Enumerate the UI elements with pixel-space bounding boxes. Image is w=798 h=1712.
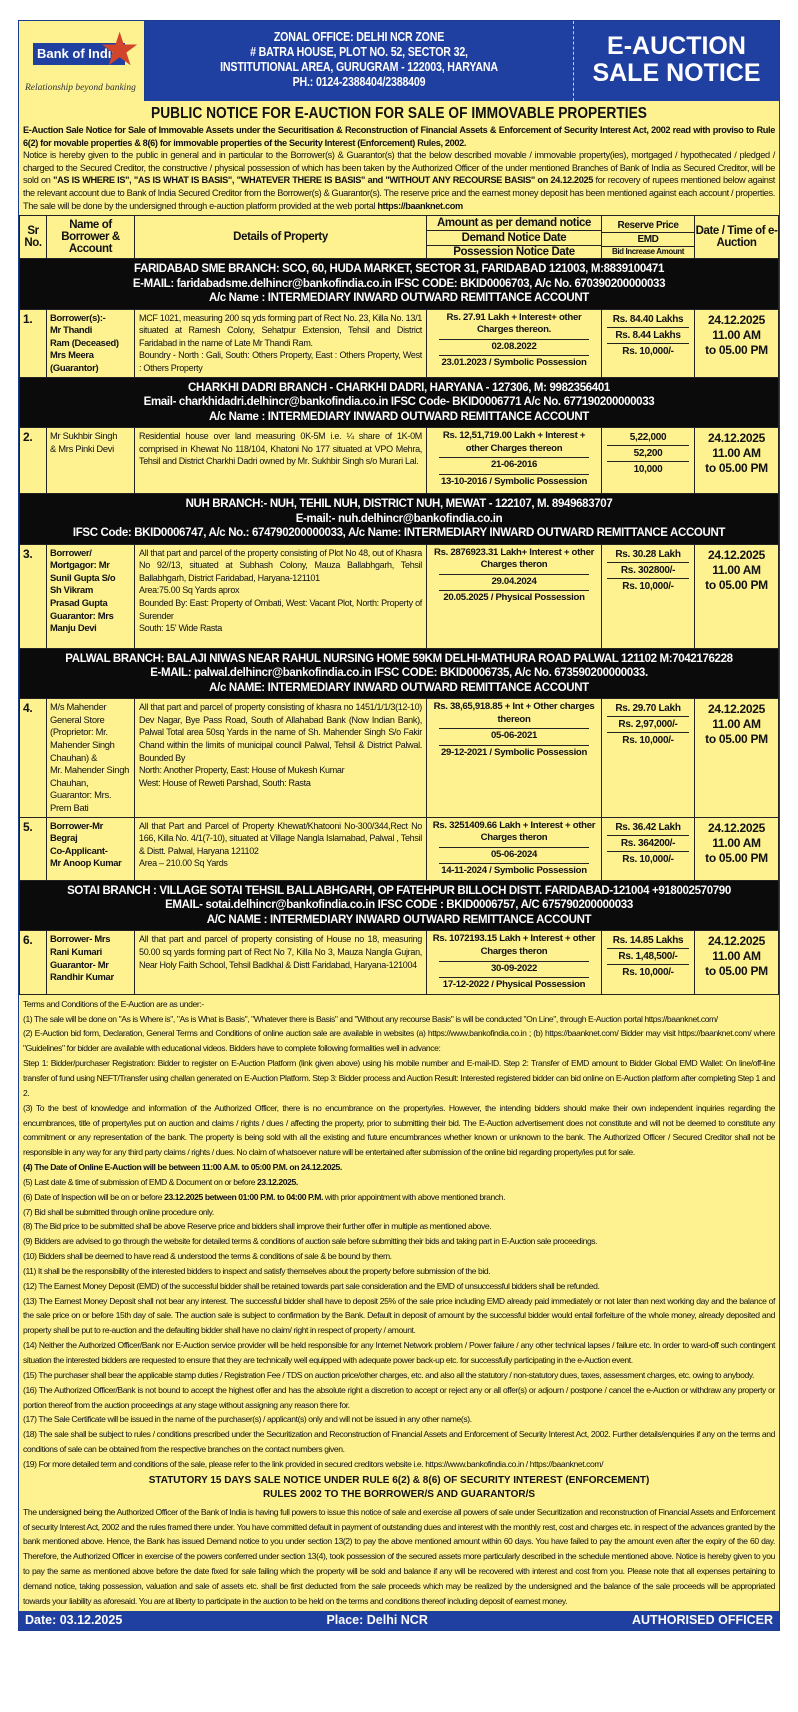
details-line: Bounded By: East: Property of Ombati, West: Vacant Plot, North: Property of Surender bbox=[139, 598, 422, 621]
auction-datetime-line: 11.00 AM bbox=[712, 717, 761, 732]
notice-date: Date: 03.12.2025 bbox=[25, 1612, 123, 1627]
col-demand-date: Demand Notice Date bbox=[427, 231, 601, 246]
borrower-line: Guarantor: Mrs bbox=[50, 609, 114, 621]
auction-datetime-line: 24.12.2025 bbox=[707, 702, 766, 717]
intro-act: E-Auction Sale Notice for Sale of Immovable Assets under the Securitisation & Reconstruction of Financial Assets & Enforcement of Security Interest Act, 2002 read with proviso to Rule 6(2) for movable properties & 8(6) for immovable properties of the Security Interest (Enforcement) Rules, 2002. bbox=[23, 125, 775, 148]
term-item bbox=[23, 1205, 775, 1220]
term-item bbox=[23, 1056, 775, 1101]
term-text: (5) Last date & time of submission of EMD & Document on or before bbox=[23, 1176, 258, 1187]
term-item bbox=[23, 1383, 775, 1413]
term-item bbox=[23, 1012, 775, 1027]
reserve-price: Rs. 14.85 Lakhs bbox=[607, 933, 689, 949]
auction-datetime-line: 24.12.2025 bbox=[707, 312, 766, 327]
branch-band bbox=[20, 259, 779, 310]
table-row bbox=[20, 428, 779, 494]
serial-number: 6. bbox=[20, 931, 47, 994]
branch-info bbox=[20, 494, 779, 545]
term-item bbox=[23, 1175, 775, 1190]
emd-amount: Rs. 2,97,000/- bbox=[607, 717, 689, 733]
auction-datetime-line: to 05.00 PM bbox=[705, 964, 768, 979]
borrower-name bbox=[47, 544, 135, 648]
demand-amount bbox=[427, 428, 602, 494]
col-amount bbox=[427, 216, 602, 259]
property-details bbox=[135, 931, 427, 994]
bid-increase: Rs. 10,000/- bbox=[622, 967, 674, 979]
property-details bbox=[135, 309, 427, 377]
borrower-name bbox=[47, 817, 135, 880]
term-text: (13) The Earnest Money Deposit shall not bear any interest. The successful bidder shall have to deposit 25% of the sale price including EMD already paid immediately or not later than next working day and the balance of the sale price on or before 15th day of sale. The auction sale is subject to confirmation by the Bank. Default in deposit of amount by the successful bidder would entail forfeiture of the whole money, already deposited and property shall be put to re-auction and the defaulting bidder shall have no claim/ right in respect of property / amount. bbox=[23, 1295, 775, 1336]
intro bbox=[19, 124, 779, 215]
serial-number: 1. bbox=[20, 309, 47, 377]
col-amount-label: Amount as per demand notice bbox=[427, 216, 601, 231]
col-datetime: Date / Time of e-Auction bbox=[695, 216, 779, 259]
borrower-line: Mortgagor: Mr bbox=[50, 559, 110, 571]
notice-type-line: SALE NOTICE bbox=[592, 59, 761, 87]
term-item bbox=[23, 1026, 775, 1056]
branch-line: E-mail:- nuh.delhincr@bankofindia.co.in bbox=[295, 512, 503, 525]
auction-datetime-line: to 05.00 PM bbox=[705, 461, 768, 476]
emd-amount: Rs. 364200/- bbox=[607, 836, 689, 852]
branch-line: A/c NAME: INTERMEDIARY INWARD OUTWARD REMITTANCE ACCOUNT bbox=[209, 681, 589, 694]
demand-notice-date: 02.08.2022 bbox=[439, 339, 589, 354]
property-details bbox=[135, 699, 427, 817]
intro-basis: "AS IS WHERE IS", "AS IS WHAT IS BASIS", "WHATEVER THERE IS BASIS" and "WITHOUT ANY RECOURSE BASIS" on 24.12.2025 bbox=[53, 175, 593, 186]
zonal-line: ZONAL OFFICE: DELHI NCR ZONE bbox=[273, 30, 445, 44]
table-row bbox=[20, 699, 779, 817]
col-emd: EMD bbox=[602, 233, 694, 247]
zonal-office-address bbox=[145, 21, 574, 101]
emd-amount: Rs. 1,48,500/- bbox=[607, 949, 689, 965]
auction-datetime bbox=[695, 544, 779, 648]
borrower-line: Begraj bbox=[50, 832, 78, 844]
branch-line: A/C NAME : INTERMEDIARY INWARD OUTWARD REMITTANCE ACCOUNT bbox=[206, 913, 592, 926]
bank-logo bbox=[19, 21, 145, 101]
term-text: (2) E-Auction bid form, Declaration, General Terms and Conditions of online auction sale are available in websites (a) https://www.bankofindia.co.in ; (b) https://baanknet.com/ Bidder may visit https://baanknet.com/ where "Guidelines" for bidder are available with educational videos. Bidders have to complete following formalities well in advance: bbox=[23, 1028, 775, 1054]
reserve-price-cell bbox=[602, 931, 695, 994]
branch-line: IFSC Code: BKID0006747, A/c No.: 674790200000033, A/c Name: INTERMEDIARY INWARD OUTWARD REMITTANCE ACCOUNT bbox=[72, 527, 726, 540]
amount-due: Rs. 12,51,719.00 Lakh + Interest + other Charges thereon bbox=[442, 430, 586, 454]
borrower-line: & Mrs Pinki Devi bbox=[50, 442, 114, 454]
bank-tagline: Relationship beyond banking bbox=[25, 83, 136, 93]
amount-due: Rs. 3251409.66 Lakh + Interest + other Charges theron bbox=[432, 819, 596, 844]
term-text: (10) Bidders shall be deemed to have read & understood the terms & conditions of sale & be bound by them. bbox=[23, 1251, 392, 1262]
col-details: Details of Property bbox=[135, 216, 427, 259]
term-text: (4) The Date of Online E-Auction will be between 11:00 A.M. to 05:00 P.M. on 24.12.2025. bbox=[23, 1162, 342, 1173]
auction-datetime-line: 11.00 AM bbox=[712, 562, 761, 577]
emd-amount: Rs. 8.44 Lakhs bbox=[607, 328, 689, 344]
borrower-line: Borrower(s):- bbox=[50, 311, 106, 323]
term-text: (16) The Authorized Officer/Bank is not bound to accept the highest offer and has the absolute right a discretion to accept or reject any or all offer(s) or adjourn / postpone / cancel the e-Auction or withdraw any property or portion thereof from the auction proceedings at any stage without assigning any reason there for. bbox=[23, 1384, 775, 1410]
col-bid: Bid Increase Amount bbox=[611, 246, 685, 256]
branch-line: A/c Name : INTERMEDIARY INWARD OUTWARD REMITTANCE ACCOUNT bbox=[208, 292, 589, 305]
term-text: (6) Date of Inspection will be on or before bbox=[23, 1191, 165, 1202]
auction-datetime-line: to 05.00 PM bbox=[705, 577, 768, 592]
intro-notice bbox=[23, 149, 775, 212]
auction-datetime-line: 24.12.2025 bbox=[707, 547, 766, 562]
demand-amount bbox=[427, 309, 602, 377]
term-item bbox=[23, 1101, 775, 1160]
auction-datetime-line: 24.12.2025 bbox=[707, 431, 766, 446]
borrower-line: Mr Anoop Kumar bbox=[50, 857, 122, 869]
auction-datetime-line: to 05.00 PM bbox=[705, 342, 768, 357]
borrower-line: Mr. Mahender Singh Chauhan, Guarantor: Mrs. Prem Bati bbox=[50, 764, 130, 813]
branch-line: FARIDABAD SME BRANCH: SCO, 60, HUDA MARKET, SECTOR 31, FARIDABAD 121003, M:8839100471 bbox=[133, 263, 665, 276]
borrower-line: Sunil Gupta S/o bbox=[50, 571, 116, 583]
reserve-price: 5,22,000 bbox=[607, 430, 689, 446]
borrower-line: Borrower-Mr bbox=[50, 819, 103, 831]
col-sr: Sr No. bbox=[20, 216, 47, 259]
reserve-price-cell bbox=[602, 817, 695, 880]
properties-body bbox=[20, 259, 779, 995]
notice-header bbox=[19, 21, 779, 101]
borrower-line: M/s Mahender General Store (Proprietor: Mr. Mahender Singh Chauhan) & bbox=[50, 701, 115, 763]
details-line: MCF 1021, measuring 200 sq yds forming part of Rect No. 23, Killa No. 13/1 situated at Ramesh Colony, Sehatpur Extension, Tehsil and District Faridabad in the name of Late Mr Thandi Ram. bbox=[139, 312, 422, 348]
terms-and-conditions bbox=[19, 995, 779, 1474]
term-item bbox=[23, 1294, 775, 1339]
bank-name: Bank of India bbox=[33, 43, 125, 65]
amount-due: Rs. 38,65,918.85 + Int + Other charges thereon bbox=[433, 701, 595, 725]
branch-line: E-MAIL: palwal.delhincr@bankofindia.co.in IFSC CODE: BKID0006735, A/c No. 673590200000033. bbox=[150, 667, 648, 680]
details-line: All that Part and Parcel of Property Khewat/Khatooni No-300/344,Rect No 166, Killa No. 4/1(7-10), situated at Village Nangla Islamabad, Palwal , Tehsil & Distt. Palwal, Haryana 121102 bbox=[139, 820, 422, 856]
auction-datetime-line: 24.12.2025 bbox=[707, 820, 766, 835]
demand-notice-date: 05-06-2024 bbox=[439, 847, 589, 862]
term-text: (14) Neither the Authorized Officer/Bank nor E-Auction service provider will be held responsible for any Internet Network problem / Power failure / any other technical lapses / failure etc. In order to ward-off such contingent situation the interested bidders are requested to ensure that they are technically well equipped with adequate power back-up etc. for successfully participating in the e-Auction event. bbox=[23, 1340, 775, 1365]
term-text: (7) Bid shall be submitted through online procedure only. bbox=[23, 1206, 214, 1217]
col-name: Name of Borrower & Account bbox=[47, 216, 135, 259]
auction-datetime-line: to 05.00 PM bbox=[705, 850, 768, 865]
term-text: with prior appointment with above mentioned branch. bbox=[322, 1191, 506, 1202]
term-text: (12) The Earnest Money Deposit (EMD) of the successful bidder shall be retained towards part sale consideration and the EMD of unsuccessful bidders shall be refunded. bbox=[23, 1280, 600, 1291]
statutory-body: The undersigned being the Authorized Officer of the Bank of India is having full powers to issue this notice of sale and exercise all powers of sale under Securitization and reconstruction of Financial Assets and Enforcement of security Interest Act, 2002 and the rules framed there under. You have committed default in payment of outstanding dues and interest with the monthly rest, cost and charges etc. in respect of the advances granted by the bank mentioned above. Hence, the Bank has issued Demand notice to you under section 13(2) to pay the above mentioned amount within 60 days. You have failed to pay the amount even after the expiry of the 60 day. Therefore, the Authorized Officer in exercise of the powers conferred under section 13(4), took possession of the secured assets more particularly described in the schedule mentioned above. Notice is hereby given to you to pay the same as mentioned above before the date fixed for sale failing which the property will be sold and balance if any will be recovered with interest and cost from you. Please note that all expenses pertaining to demand notice, taking possession, valuation and sale of assets etc. shall be first deducted from the sale proceeds which may be realized by the undersigned and the balance of the sale proceeds will be appropriated towards your liability as aforesaid. You are at liberty to participate in the auction to be held on the terms and conditions thereof including deposit of earnest money. bbox=[23, 1506, 775, 1606]
borrower-line: Mr Sukhbir Singh bbox=[50, 430, 118, 442]
amount-due: Rs. 1072193.15 Lakh + Interest + other Charges theron bbox=[432, 933, 596, 957]
term-item bbox=[23, 1249, 775, 1264]
table-row bbox=[20, 817, 779, 880]
branch-band bbox=[20, 880, 779, 931]
portal-link[interactable]: https://baanknet.com bbox=[377, 200, 463, 211]
term-item bbox=[23, 1190, 775, 1205]
term-text: 23.12.2025. bbox=[257, 1176, 298, 1187]
notice-type bbox=[574, 21, 779, 101]
serial-number: 2. bbox=[20, 428, 47, 494]
term-item bbox=[23, 1234, 775, 1249]
intro-text: for recovery of rupees mentioned below against the relevant account due to Bank of India Secured Creditor from the Borrower(s) & Guarantor(s). The reserve price and the earnest money deposit has been mentioned against each account / properties. The sale will be done by the undersigned through e-auction platform provided at the web portal bbox=[23, 175, 775, 211]
term-item bbox=[23, 1412, 775, 1427]
demand-notice-date: 21-06-2016 bbox=[439, 457, 589, 472]
branch-info bbox=[20, 377, 779, 428]
borrower-name bbox=[47, 428, 135, 494]
zonal-line: # BATRA HOUSE, PLOT NO. 52, SECTOR 32, bbox=[250, 45, 468, 59]
possession-notice: 14-11-2024 / Symbolic Possession bbox=[439, 863, 589, 878]
serial-number: 4. bbox=[20, 699, 47, 817]
table-row bbox=[20, 544, 779, 648]
borrower-line: Ram (Deceased) bbox=[50, 336, 119, 348]
term-text: (18) The sale shall be subject to rules / conditions prescribed under the Securitization and Reconstruction of Financial Assets and Enforcement of Security Interest Act, 2002. Further details/enquiries if any on the terms and conditions of sale can be obtained from the respective branches on the contact numbers given. bbox=[23, 1429, 775, 1455]
borrower-name bbox=[47, 309, 135, 377]
term-text: (1) The sale will be done on "As is Where is", "As is What is Basis", "Whatever there is Basis" and "Without any recourse Basis" is will be conducted "On Line", through E-Auction portal https://baanknet.com/ bbox=[23, 1013, 718, 1024]
details-line: South: 15' Wide Rasta bbox=[139, 623, 222, 634]
borrower-name bbox=[47, 931, 135, 994]
auction-datetime bbox=[695, 428, 779, 494]
reserve-price: Rs. 84.40 Lakhs bbox=[607, 312, 689, 328]
possession-notice: 13-10-2016 / Symbolic Possession bbox=[440, 475, 588, 487]
term-text: (11) It shall be the responsibility of the interested bidders to inspect and satisfy themselves about the property before submission of the bid. bbox=[23, 1265, 491, 1276]
borrower-line: Sh Vikram bbox=[50, 584, 93, 596]
details-line: West: House of Reweti Parshad, South: Rasta bbox=[139, 777, 311, 788]
details-line: All that part and parcel of the property consisting of Plot No 48, out of Khasra No 92//13, situated at Subhash Colony, Mauza Ballabhgarh, Tehsil Ballabhgarh, District Faridabad, Haryana-121101 bbox=[139, 547, 422, 583]
possession-notice: 29-12-2021 / Symbolic Possession bbox=[440, 746, 588, 758]
serial-number: 3. bbox=[20, 544, 47, 648]
branch-line: CHARKHI DADRI BRANCH - CHARKHI DADRI, HARYANA - 127306, M: 9982356401 bbox=[188, 381, 610, 394]
possession-notice: 23.01.2023 / Symbolic Possession bbox=[439, 355, 589, 370]
page-title: PUBLIC NOTICE FOR E-AUCTION FOR SALE OF IMMOVABLE PROPERTIES bbox=[151, 105, 647, 122]
branch-line: A/c Name : INTERMEDIARY INWARD OUTWARD REMITTANCE ACCOUNT bbox=[208, 410, 589, 423]
reserve-price-cell bbox=[602, 699, 695, 817]
reserve-price-cell bbox=[602, 309, 695, 377]
demand-amount bbox=[427, 544, 602, 648]
auction-datetime bbox=[695, 699, 779, 817]
bid-increase: Rs. 10,000/- bbox=[622, 345, 674, 357]
reserve-price: Rs. 29.70 Lakh bbox=[607, 701, 689, 717]
emd-amount: 52,200 bbox=[607, 446, 689, 462]
property-details bbox=[135, 817, 427, 880]
auction-datetime bbox=[695, 931, 779, 994]
demand-notice-date: 29.04.2024 bbox=[439, 574, 589, 589]
reserve-price-cell bbox=[602, 428, 695, 494]
demand-notice-date: 30-09-2022 bbox=[439, 961, 589, 976]
term-text: (19) For more detailed term and conditions of the sale, please refer to the link provided in secured creditors website i.e. https://www.bankofindia.co.in / https://baanknet.com/ bbox=[23, 1458, 604, 1469]
emd-amount: Rs. 302800/- bbox=[607, 563, 689, 579]
bid-increase: 10,000 bbox=[633, 464, 663, 476]
borrower-name bbox=[47, 699, 135, 817]
property-details bbox=[135, 544, 427, 648]
intro-text: Notice is hereby given to the public in general and in particular to the Borrower(s) & Guarantor(s) that the below described movable / immovable property(ies), mortgaged / hypothecated / pledged / charged to the Secured Creditor, the constructive / physical possession of which has been taken by the Authorized Officer of the under mentioned Branches of Bank of India as Secured Creditor, will be sold on bbox=[23, 150, 775, 186]
possession-notice: 20.05.2025 / Physical Possession bbox=[439, 590, 589, 605]
term-text: (17) The Sale Certificate will be issued in the name of the purchaser(s) / applicant(s) only and will not be issued in any other name(s). bbox=[23, 1414, 472, 1425]
auction-datetime-line: 24.12.2025 bbox=[707, 934, 766, 949]
auction-datetime bbox=[695, 309, 779, 377]
auction-datetime-line: 11.00 AM bbox=[712, 835, 761, 850]
borrower-line: Borrower- Mrs bbox=[50, 933, 111, 945]
details-line: All that part and parcel of property consisting of khasra no 1451/1/1/3(12-10) Dev Nagar, Bye Pass Road, South of Allahabad Bank (Now Indian Bank), Palwal Total area 50sq Yards in the name of Sh. Mahender Singh S/o Fakir Chand within the limits of municipal council Palwal, Tehsil & District Palwal. Bounded By bbox=[139, 702, 422, 763]
statutory-heading bbox=[19, 1474, 779, 1503]
term-text: (3) To the best of knowledge and information of the Authorized Officer, there is no encumbrance on the property/ies. However, the intending bidders should make their own independent inquiries regarding the encumbrances, title of property/ies put on auction and claims / rights / dues / affecting the property, prior to submitting their bid. The E-Auction advertisement does not constitute and will not be deemed to constitute any commitment or any representation of the bank. The property is being sold with all the existing and future encumbrances whether known or unknown to the bank. The Authorized Officer / Secured Creditor shall not be responsible in any way for any third party claims / rights / dues. No claim of whatsoever nature will be entertained after submission of the online bid regarding property/ies put for sale. bbox=[23, 1102, 775, 1158]
auction-datetime bbox=[695, 817, 779, 880]
reserve-price: Rs. 36.42 Lakh bbox=[607, 820, 689, 836]
zonal-line: PH.: 0124-2388404/2388409 bbox=[292, 75, 426, 89]
branch-line: PALWAL BRANCH: BALAJI NIWAS NEAR RAHUL NURSING HOME 59KM DELHI-MATHURA ROAD PALWAL 121102 M:7042176228 bbox=[65, 652, 733, 665]
serial-number: 5. bbox=[20, 817, 47, 880]
term-item bbox=[23, 1457, 775, 1472]
term-text: 23.12.2025 between 01:00 P.M. to 04:00 P.M. bbox=[164, 1191, 323, 1202]
col-reserve-label: Reserve Price bbox=[602, 219, 694, 233]
auction-datetime-line: 11.00 AM bbox=[712, 949, 761, 964]
bid-increase: Rs. 10,000/- bbox=[622, 735, 674, 747]
borrower-line: Prasad Gupta bbox=[50, 597, 108, 609]
borrower-line: Guarantor- Mr bbox=[50, 958, 109, 970]
branch-info bbox=[20, 259, 779, 310]
branch-line: E-MAIL: faridabadsme.delhincr@bankofindia.co.in IFSC CODE: BKID0006703, A/c No. 670390200000033 bbox=[132, 277, 666, 290]
auction-datetime-line: to 05.00 PM bbox=[705, 732, 768, 747]
statutory-heading-line: STATUTORY 15 DAYS SALE NOTICE UNDER RULE 6(2) & 8(6) OF SECURITY INTEREST (ENFORCEMENT) bbox=[148, 1474, 650, 1486]
branch-line: SOTAI BRANCH : VILLAGE SOTAI TEHSIL BALLABHGARH, OP FATEHPUR BILLOCH DISTT. FARIDABAD-121004 +918002570790 bbox=[67, 884, 731, 897]
details-line: Area – 210.00 Sq Yards bbox=[139, 858, 228, 869]
term-item bbox=[23, 1160, 775, 1175]
term-item bbox=[23, 1279, 775, 1294]
branch-line: Email- charkhidadri.delhincr@bankofindia.co.in IFSC Code- BKID0006771 A/c No. 677190200000033 bbox=[143, 396, 655, 409]
auction-datetime-line: 11.00 AM bbox=[712, 327, 761, 342]
borrower-line: Co-Applicant- bbox=[50, 844, 108, 856]
possession-notice: 17-12-2022 / Physical Possession bbox=[439, 977, 589, 992]
branch-info bbox=[20, 880, 779, 931]
term-text: Terms and Conditions of the E-Auction are as under:- bbox=[23, 998, 204, 1009]
star-logo-icon: ★ bbox=[99, 23, 141, 75]
branch-line: NUH BRANCH:- NUH, TEHIL NUH, DISTRICT NUH, MEWAT - 122107, M. 8949683707 bbox=[185, 498, 613, 511]
signatory: AUTHORISED OFFICER bbox=[632, 1612, 773, 1627]
notice-footer bbox=[19, 1611, 779, 1630]
borrower-line: Borrower/ bbox=[50, 546, 92, 558]
term-item bbox=[23, 1368, 775, 1383]
borrower-line: Mrs Meera (Guarantor) bbox=[50, 349, 99, 374]
branch-info bbox=[20, 648, 779, 699]
notice-type-line: E-AUCTION bbox=[607, 32, 746, 60]
branch-band bbox=[20, 377, 779, 428]
term-text: (15) The purchaser shall bear the applicable stamp duties / Registration Fee / TDS on auction price/other charges, etc. and also all the statutory / non-statutory dues, taxes, assessment charges, etc. owing to anybody. bbox=[23, 1369, 755, 1380]
properties-table bbox=[19, 215, 779, 995]
table-row bbox=[20, 309, 779, 377]
reserve-price: Rs. 30.28 Lakh bbox=[607, 547, 689, 563]
demand-amount bbox=[427, 817, 602, 880]
term-text: (9) Bidders are advised to go through the website for detailed terms & conditions of auction sale before submitting their bids and taking part in E-Auction sale proceedings. bbox=[23, 1236, 598, 1247]
statutory-heading-line: RULES 2002 TO THE BORROWER/S AND GUARANTOR/S bbox=[262, 1489, 536, 1501]
borrower-line: Manju Devi bbox=[50, 622, 97, 634]
notice-place: Place: Delhi NCR bbox=[326, 1612, 428, 1627]
property-details bbox=[135, 428, 427, 494]
demand-notice-date: 05-06-2021 bbox=[439, 728, 589, 743]
details-line: Boundry - North : Gali, South: Others Property, East : Others Property, West : Others Property bbox=[139, 350, 422, 374]
term-item bbox=[23, 1264, 775, 1279]
borrower-line: Randhir Kumar bbox=[50, 971, 114, 983]
zonal-line: INSTITUTIONAL AREA, GURUGRAM - 122003, HARYANA bbox=[220, 60, 498, 74]
col-reserve bbox=[602, 216, 695, 259]
bid-increase: Rs. 10,000/- bbox=[622, 580, 674, 592]
demand-amount bbox=[427, 699, 602, 817]
demand-amount bbox=[427, 931, 602, 994]
details-line: North: Another Property, East: House of Mukesh Kumar bbox=[139, 765, 345, 776]
amount-due: Rs. 27.91 Lakh + Interest+ other Charges thereon. bbox=[446, 311, 582, 336]
reserve-price-cell bbox=[602, 544, 695, 648]
borrower-line: Mr Thandi bbox=[50, 324, 93, 336]
e-auction-notice bbox=[18, 20, 780, 1631]
borrower-line: Rani Kumari bbox=[50, 945, 102, 957]
term-item bbox=[23, 1427, 775, 1457]
auction-datetime-line: 11.00 AM bbox=[712, 446, 761, 461]
term-item bbox=[23, 1219, 775, 1234]
col-possession-date: Possession Notice Date bbox=[453, 246, 575, 259]
details-line: Residential house over land measuring 0K-5M i.e. ¼ share of 1K-0M comprised in Khewat No 118/104, Khatoni No 177 situated at VPO Mehra, Tehsil and District Charkhi Dadri owned by Mr. Sukhbir Singh s/o Murari Lal. bbox=[139, 431, 422, 467]
details-line: Area:75.00 Sq Yards aprox bbox=[139, 585, 240, 596]
amount-due: Rs. 2876923.31 Lakh+ Interest + other Charges theron bbox=[433, 546, 595, 571]
term-item bbox=[23, 997, 775, 1012]
table-row bbox=[20, 931, 779, 994]
term-text: Step 1: Bidder/purchaser Registration: Bidder to register on E-Auction Platform (link given above) using his mobile number and E-mail-ID. Step 2: Transfer of EMD amount to Bidder Global EMD Wallet: On line/off-line transfer of fund using NEFT/Transfer using challan generated on E-Auction Platform. Step 3: Bidder process and Auction Result: Interested registered bidder can bid online on E-Auction platform after completing Step 1 and 2. bbox=[23, 1058, 775, 1098]
term-item bbox=[23, 1338, 775, 1368]
bid-increase: Rs. 10,000/- bbox=[622, 853, 674, 865]
details-line: All that part and parcel of property consisting of House no 18, measuring 50.00 sq yards forming part of Rect No 7, Killa No 3, Mauza Nangla Gujran, Near Holy Faith School, Tehsil Badkhal & Distt Faridabad, Haryana-121004 bbox=[139, 934, 422, 970]
branch-band bbox=[20, 648, 779, 699]
branch-line: EMAIL- sotai.delhincr@bankofindia.co.in IFSC CODE : BKID0006757, A/C 675790200000033 bbox=[165, 899, 633, 912]
branch-band bbox=[20, 494, 779, 545]
term-text: (8) The Bid price to be submitted shall be above Reserve price and bidders shall improve their further offer in multiple as mentioned above. bbox=[23, 1221, 492, 1232]
